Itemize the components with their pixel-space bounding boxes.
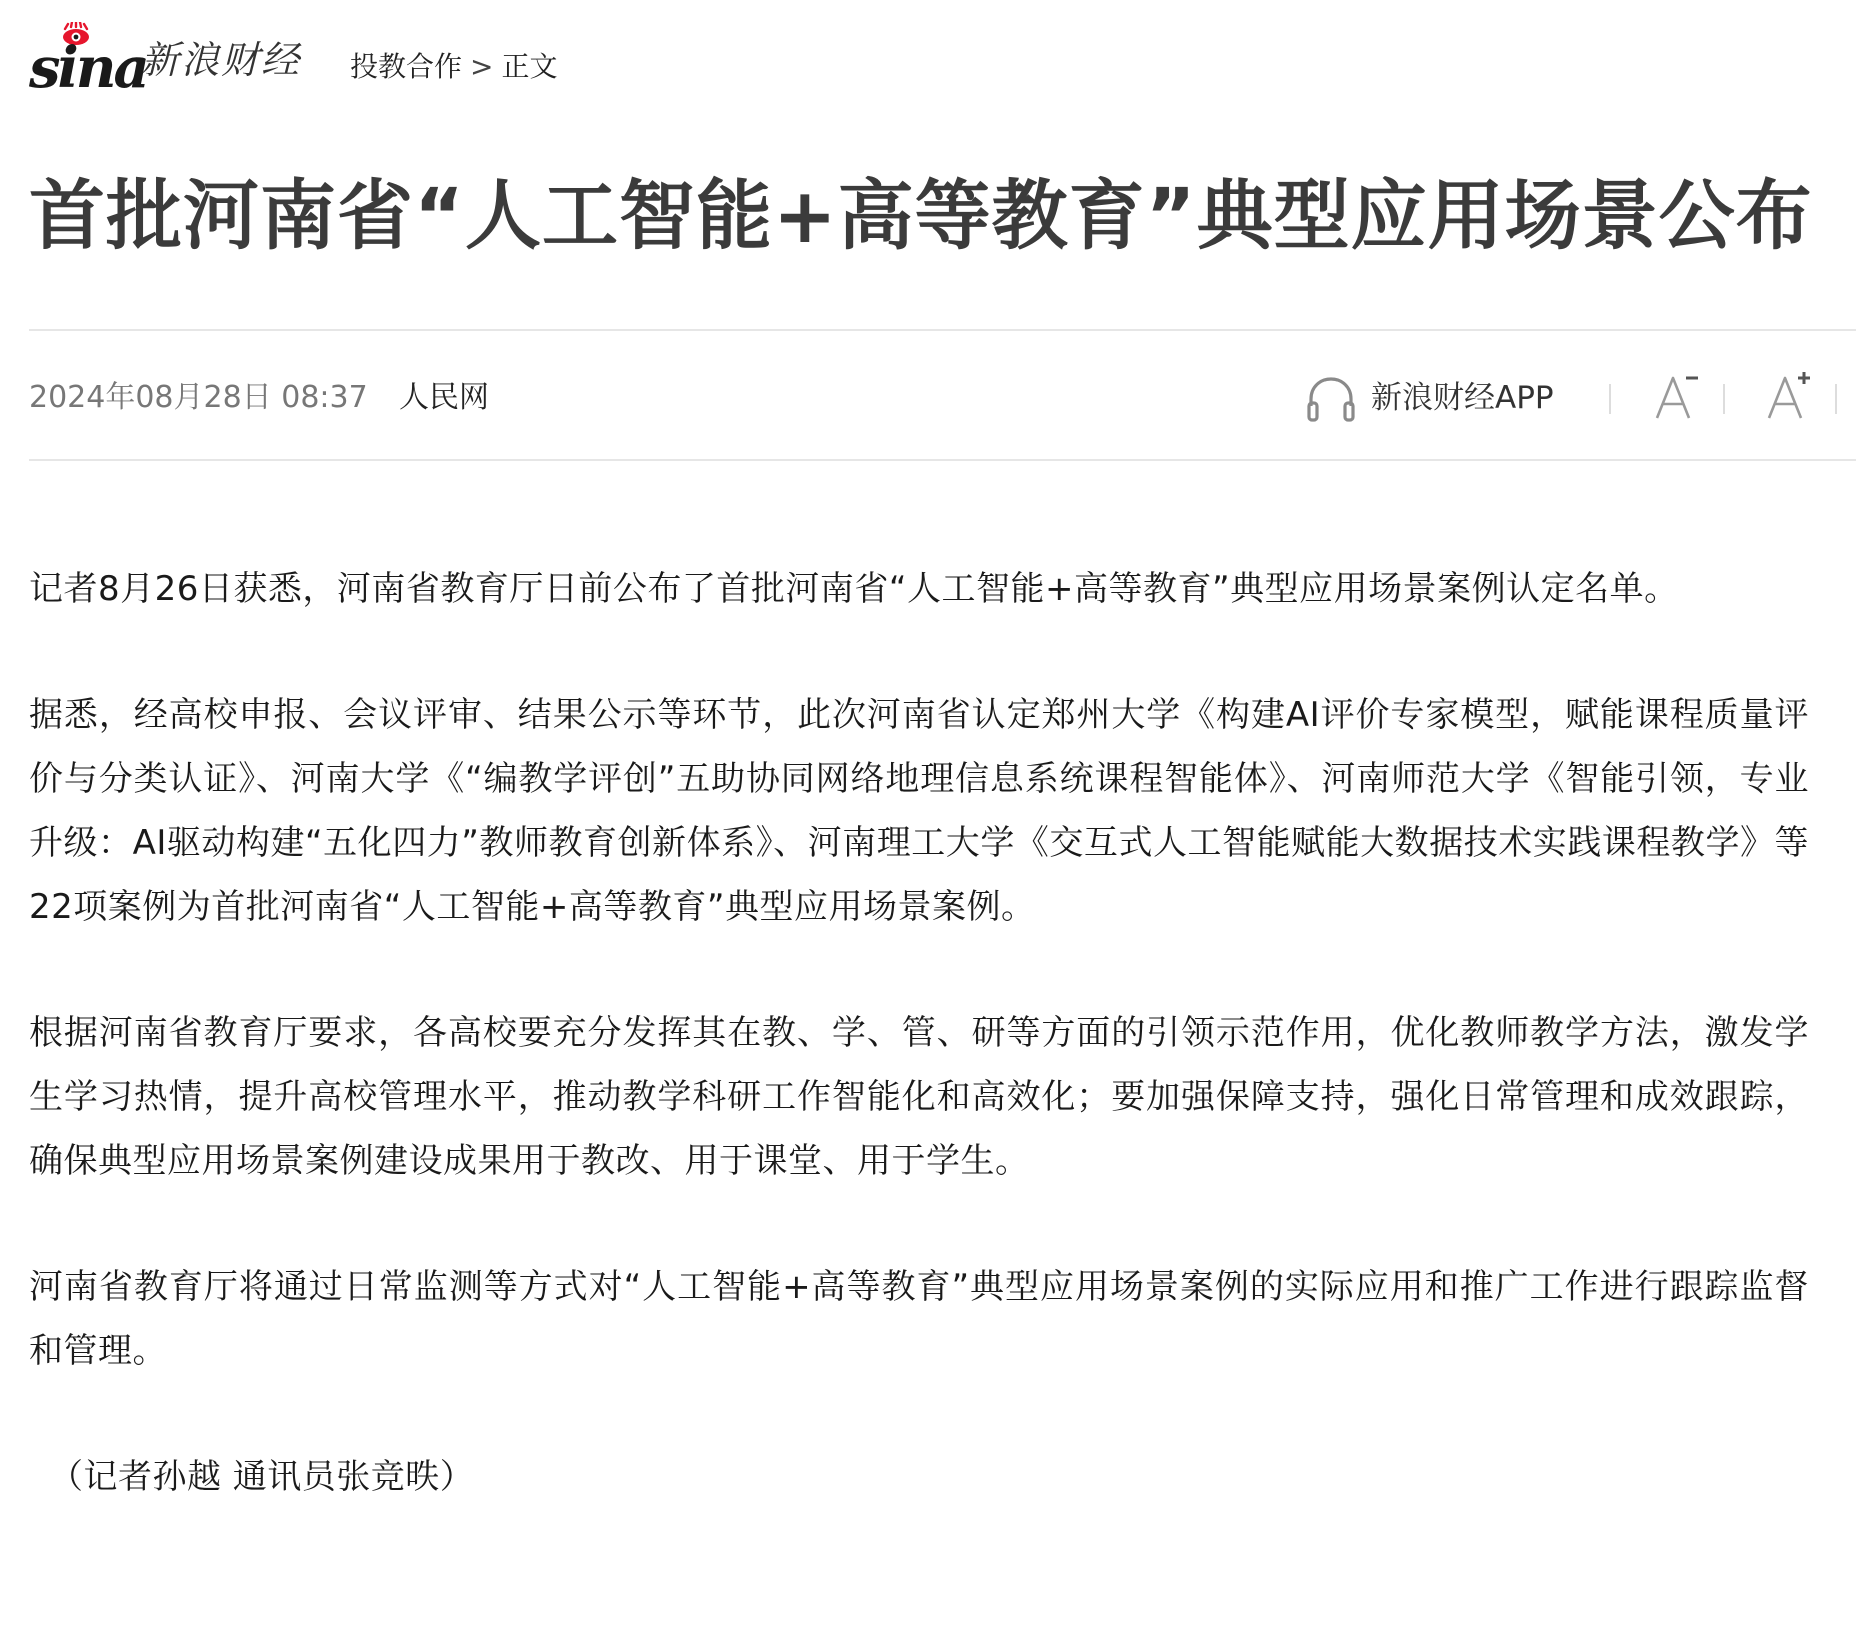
article-body <box>29 557 1809 1509</box>
article-paragraph: 根据河南省教育厅要求，各高校要充分发挥其在教、学、管、研等方面的引领示范作用，优化教师教学方法，激发学生学习热情，提升高校管理水平，推动教学科研工作智能化和高效化；要加强保障支持，强化日常管理和成效跟踪，确保典型应用场景案例建设成果用于教改、用于课堂、用于学生。 <box>29 1013 1809 1181</box>
tool-divider <box>1835 384 1837 414</box>
sina-logo[interactable] <box>29 22 147 101</box>
font-increase-button[interactable] <box>1764 370 1814 422</box>
meta-divider <box>29 459 1856 461</box>
breadcrumb-current: 正文 <box>501 50 558 83</box>
tool-divider <box>1609 384 1611 414</box>
font-decrease-button[interactable] <box>1652 370 1702 422</box>
site-header <box>29 18 729 101</box>
font-decrease-icon <box>1652 370 1702 422</box>
tool-divider <box>1723 384 1725 414</box>
breadcrumb-section-link[interactable]: 投教合作 <box>350 50 463 83</box>
headphone-icon <box>1304 372 1358 426</box>
article-tools <box>1304 376 1856 420</box>
article-credit: （记者孙越 通讯员张竞昳） <box>49 1457 475 1497</box>
publish-date: 2024年08月28日 08:37 <box>29 380 368 415</box>
breadcrumb-separator: > <box>470 50 494 83</box>
article-page <box>29 0 1856 1648</box>
article-paragraph: 据悉，经高校申报、会议评审、结果公示等环节，此次河南省认定郑州大学《构建AI评价专家模型，赋能课程质量评价与分类认证》、河南大学《“编教学评创”五助协同网络地理信息系统课程智能体》、河南师范大学《智能引领，专业升级：AI驱动构建“五化四力”教师教育创新体系》、河南理工大学《交互式人工智能赋能大数据技术实践课程教学》等22项案例为首批河南省“人工智能+高等教育”典型应用场景案例。 <box>29 695 1809 927</box>
article-meta <box>29 376 1856 420</box>
app-link[interactable] <box>1304 376 1586 420</box>
app-label: 新浪财经APP <box>1371 380 1554 416</box>
breadcrumb <box>350 50 558 84</box>
font-increase-icon <box>1764 370 1814 422</box>
article-source[interactable]: 人民网 <box>399 380 489 415</box>
article-paragraph: 河南省教育厅将通过日常监测等方式对“人工智能+高等教育”典型应用场景案例的实际应用和推广工作进行跟踪监督和管理。 <box>29 1267 1809 1371</box>
logo-text: sina <box>29 35 147 101</box>
article-paragraph: 记者8月26日获悉，河南省教育厅日前公布了首批河南省“人工智能+高等教育”典型应用场景案例认定名单。 <box>29 569 1679 609</box>
article-title: 首批河南省“人工智能+高等教育”典型应用场景公布 <box>29 171 1813 260</box>
title-divider <box>29 329 1856 331</box>
logo-channel-name[interactable]: 新浪财经 <box>141 38 302 82</box>
